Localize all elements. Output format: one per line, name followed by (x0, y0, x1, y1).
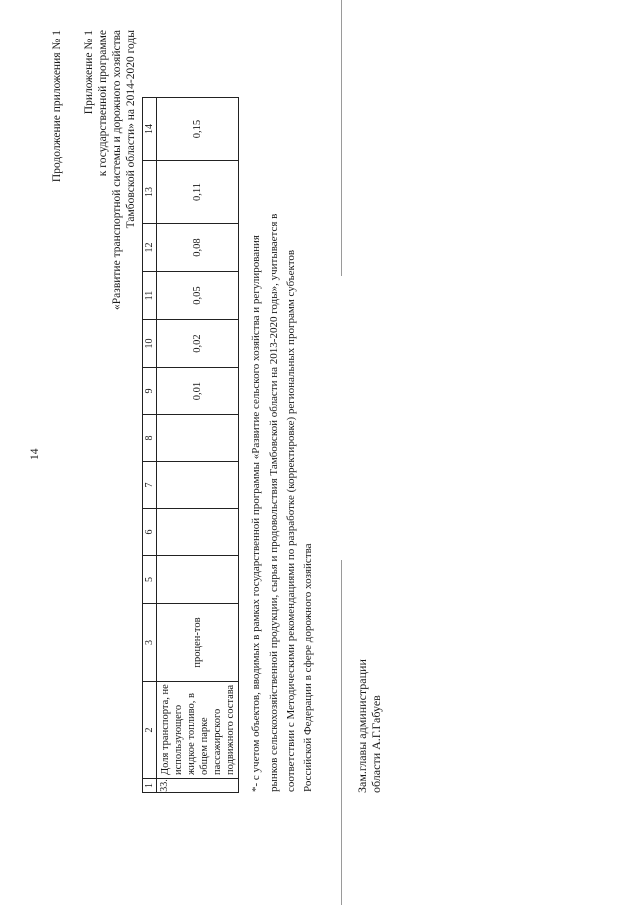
column-number: 13 (143, 161, 157, 224)
value-col13: 0,11 (157, 161, 239, 224)
page-number: 14 (29, 448, 41, 460)
appendix-line-4: Тамбовской области» на 2014-2020 годы (125, 30, 137, 229)
column-number: 5 (143, 556, 157, 604)
value-col8 (157, 415, 239, 462)
signature-name: области А.Г.Габуев (369, 695, 383, 793)
column-number: 10 (143, 320, 157, 368)
appendix-line-1: Приложение № 1 (83, 30, 95, 115)
footnote-line-1: *- с учетом объектов, вводимых в рамках государственной программы «Развитие сельского хозяйства и регулирования (250, 235, 262, 792)
indicator-unit: процен-тов (157, 604, 239, 682)
column-number-row (143, 98, 157, 793)
continuation-label: Продолжение приложения № 1 (51, 30, 63, 183)
table-row (157, 98, 239, 793)
value-col14: 0,15 (157, 98, 239, 161)
appendix-line-3: «Развитие транспортной системы и дорожного хозяйства (111, 30, 123, 310)
column-number: 11 (143, 272, 157, 320)
value-col5 (157, 556, 239, 604)
column-number: 2 (143, 682, 157, 779)
value-col7 (157, 462, 239, 509)
value-col6 (157, 509, 239, 556)
value-col9: 0,01 (157, 368, 239, 415)
value-col10: 0,02 (157, 320, 239, 368)
footnote-line-2: рынков сельскохозяйственной продукции, сырья и продовольствия Тамбовской области на 2013-2020 годы», учитывается в (268, 213, 280, 792)
column-number: 7 (143, 462, 157, 509)
footnote-line-3: соответствии с Методическими рекомендациями по разработке (корректировке) региональных программ субъектов (285, 249, 297, 792)
column-number: 9 (143, 368, 157, 415)
indicators-table (142, 97, 239, 793)
column-number: 1 (143, 779, 157, 793)
column-number: 14 (143, 98, 157, 161)
value-col12: 0,08 (157, 224, 239, 272)
value-col11: 0,05 (157, 272, 239, 320)
column-number: 12 (143, 224, 157, 272)
column-number: 8 (143, 415, 157, 462)
appendix-line-2: к государственной программе (97, 30, 109, 177)
footnote-line-4: Российской Федерации в сфере дорожного хозяйства (302, 543, 314, 792)
indicator-name: Доля транспорта, не использующего жидкое топливо, в общем парке пассажирского подвижного состава (157, 682, 239, 779)
column-number: 3 (143, 604, 157, 682)
signature-position: Зам.главы администрации (355, 659, 369, 793)
column-number: 6 (143, 509, 157, 556)
row-number: 33. (157, 779, 239, 793)
